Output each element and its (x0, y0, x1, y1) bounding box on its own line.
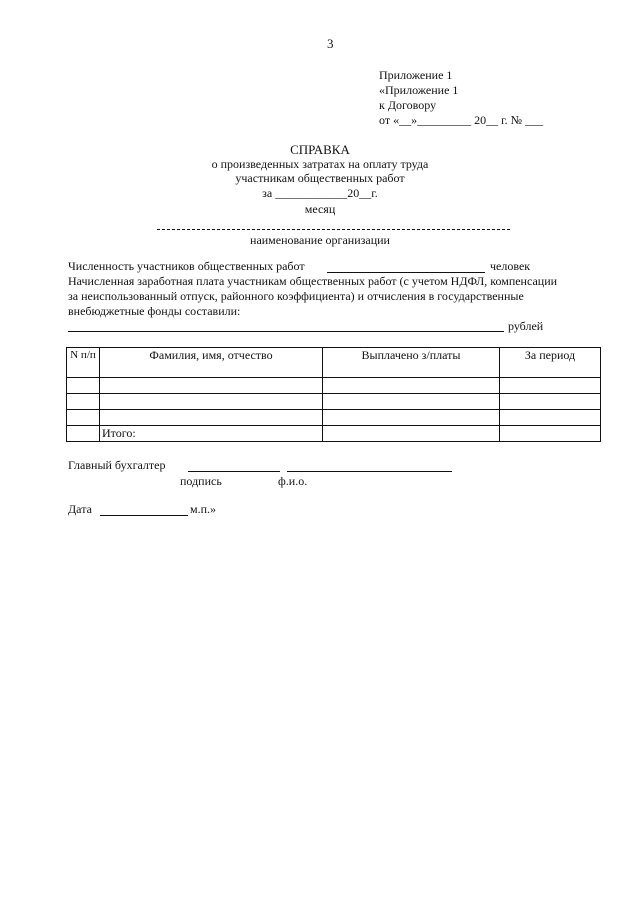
participants-count-label: Численность участников общественных работ (68, 259, 305, 273)
table-header-period: За период (500, 348, 601, 378)
full-name-hint: ф.и.о. (278, 474, 308, 488)
document-subtitle-1: о произведенных затратах на оплату труда (211, 157, 429, 171)
table-total-row (67, 426, 601, 442)
table-header-row (67, 348, 601, 378)
table-cell (67, 410, 100, 426)
salary-amount-field (68, 331, 504, 332)
appendix-line-3: к Договору (379, 98, 437, 112)
table-cell (100, 378, 323, 394)
table-cell (500, 378, 601, 394)
organization-name-line (157, 229, 510, 230)
table-header-number: N п/п (67, 348, 100, 378)
appendix-line-1: Приложение 1 (379, 68, 453, 82)
table-row (67, 394, 601, 410)
appendix-line-2: «Приложение 1 (379, 83, 459, 97)
stamp-place: м.п.» (190, 502, 217, 516)
signature-hint: подпись (180, 474, 222, 488)
date-label: Дата (68, 502, 92, 516)
table-cell (323, 394, 500, 410)
table-cell (500, 410, 601, 426)
full-name-field (287, 471, 452, 472)
table-cell (100, 394, 323, 410)
period-line: за ____________20__г. (262, 186, 378, 200)
participants-count-unit: человек (490, 259, 531, 273)
page-number: 3 (327, 36, 334, 51)
payments-table (66, 347, 601, 442)
table-cell (67, 394, 100, 410)
month-hint: месяц (304, 202, 336, 216)
table-cell (500, 394, 601, 410)
appendix-line-4: от «__»_________ 20__ г. № ___ (379, 113, 544, 127)
participants-count-field (327, 272, 485, 273)
signature-field (188, 471, 280, 472)
table-header-paid-salary: Выплачено з/платы (323, 348, 500, 378)
table-cell (323, 410, 500, 426)
table-cell (100, 410, 323, 426)
date-field (100, 515, 188, 516)
table-cell (323, 378, 500, 394)
salary-text-line-2: за неиспользованный отпуск, районного коэффициента) и отчисления в государственные (68, 289, 524, 303)
chief-accountant-label: Главный бухгалтер (68, 458, 166, 472)
table-header-full-name: Фамилия, имя, отчество (100, 348, 323, 378)
document-subtitle-2: участникам общественных работ (235, 171, 405, 185)
salary-text-line-3: внебюджетные фонды составили: (68, 304, 241, 318)
salary-text-line-1: Начисленная заработная плата участникам общественных работ (с учетом НДФЛ, компенсации (68, 274, 558, 288)
document-title: СПРАВКА (290, 142, 350, 157)
table-row (67, 410, 601, 426)
table-cell (67, 378, 100, 394)
table-total-label: Итого: (100, 426, 323, 442)
table-row (67, 378, 601, 394)
table-cell (67, 426, 100, 442)
table-cell (323, 426, 500, 442)
salary-unit: рублей (508, 319, 544, 333)
table-cell (500, 426, 601, 442)
organization-hint: наименование организации (250, 233, 390, 247)
